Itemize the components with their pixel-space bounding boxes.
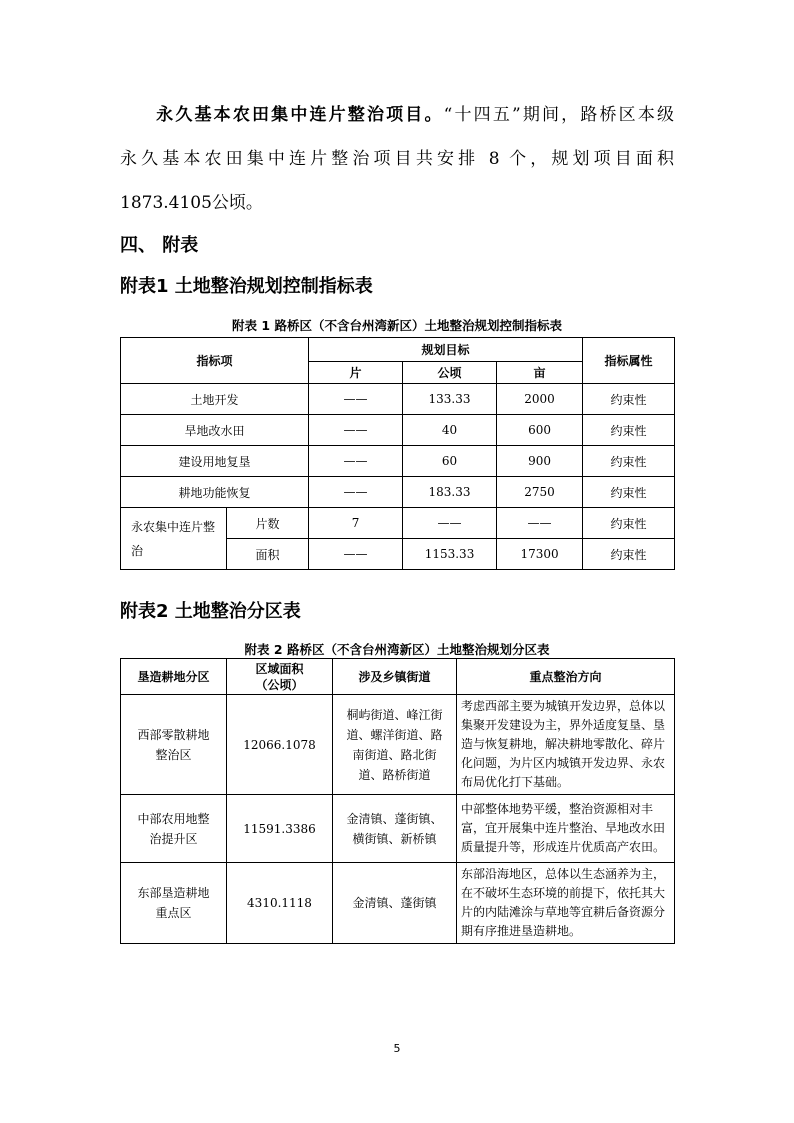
row-attr: 约束性: [583, 508, 675, 539]
row-hectare: ——: [403, 508, 497, 539]
zone-name-line1: 东部垦造耕地: [137, 886, 210, 900]
table-row: [121, 863, 675, 944]
header-area-line2: （公顷）: [255, 677, 304, 692]
zone-streets: [333, 863, 457, 944]
header-area: [227, 659, 333, 695]
table-header-row: [121, 659, 675, 695]
appendix2-heading: 附表2 土地整治分区表: [120, 601, 301, 622]
header-target: 规划目标: [309, 338, 583, 362]
streets-line: 金清镇、蓬街镇、: [346, 811, 443, 826]
zone-direction: 考虑西部主要为城镇开发边界，总体以集聚开发建设为主，界外适度复垦、垦造与恢复耕地，解决耕地零散化、碎片化问题，为片区内城镇开发边界、永农布局优化打下基础。: [457, 695, 675, 795]
table-row: [121, 415, 675, 446]
row-mu: 17300: [497, 539, 583, 570]
group-name: 永农集中连片整治: [121, 508, 227, 570]
row-mu: 2000: [497, 384, 583, 415]
header-mu: 亩: [497, 362, 583, 384]
row-name: 旱地改水田: [121, 415, 309, 446]
row-pian: ——: [309, 539, 403, 570]
table-header-row: [121, 338, 675, 362]
row-hectare: 60: [403, 446, 497, 477]
header-hectare: 公顷: [403, 362, 497, 384]
paragraph-line1-rest: “十四五”期间，路桥区本级: [443, 105, 674, 125]
paragraph-line-3: 1873.4105公顷。: [120, 193, 263, 213]
intro-paragraph: [120, 93, 674, 225]
row-mu: ——: [497, 508, 583, 539]
table-row: [121, 508, 675, 539]
streets-line: 横街镇、新桥镇: [352, 831, 437, 846]
row-attr: 约束性: [583, 384, 675, 415]
zone-streets: [333, 695, 457, 795]
row-hectare: 183.33: [403, 477, 497, 508]
row-hectare: 133.33: [403, 384, 497, 415]
row-pian: ——: [309, 415, 403, 446]
header-streets: 涉及乡镇街道: [333, 659, 457, 695]
table-row: [121, 695, 675, 795]
row-name: 建设用地复垦: [121, 446, 309, 477]
paragraph-line-1: [120, 93, 674, 137]
row-attr: 约束性: [583, 539, 675, 570]
row-name: 土地开发: [121, 384, 309, 415]
control-indicator-table: [120, 337, 675, 570]
header-area-line1: 区域面积: [255, 661, 304, 676]
streets-line: 南街道、路北街: [352, 747, 437, 762]
row-pian: ——: [309, 477, 403, 508]
appendix1-heading: 附表1 土地整治规划控制指标表: [120, 276, 373, 297]
zone-name: [121, 863, 227, 944]
zone-area: 4310.1118: [227, 863, 333, 944]
header-direction: 重点整治方向: [457, 659, 675, 695]
row-mu: 900: [497, 446, 583, 477]
streets-line: 道、螺洋街道、路: [346, 727, 443, 742]
table-row: [121, 446, 675, 477]
row-mu: 2750: [497, 477, 583, 508]
zone-area: 12066.1078: [227, 695, 333, 795]
zone-name-line1: 中部农用地整: [137, 811, 210, 826]
row-hectare: 1153.33: [403, 539, 497, 570]
row-pian: ——: [309, 384, 403, 415]
row-pian: 7: [309, 508, 403, 539]
zone-name-line2: 治提升区: [149, 831, 198, 846]
header-indicator: 指标项: [121, 338, 309, 384]
streets-line: 桐屿街道、峰江街: [346, 707, 443, 722]
zone-streets: [333, 795, 457, 863]
zone-direction: 东部沿海地区，总体以生态涵养为主，在不破坏生态环境的前提下，依托其大片的内陆滩涂与草地等宜耕后备资源分期有序推进垦造耕地。: [457, 863, 675, 944]
zone-name: [121, 795, 227, 863]
paragraph-bold-lead: 永久基本农田集中连片整治项目。: [154, 105, 444, 125]
appendix1-caption: 附表 1 路桥区（不含台州湾新区）土地整治规划控制指标表: [232, 318, 562, 333]
sub-row-name: 片数: [227, 508, 309, 539]
row-attr: 约束性: [583, 477, 675, 508]
row-name: 耕地功能恢复: [121, 477, 309, 508]
header-attribute: 指标属性: [583, 338, 675, 384]
sub-row-name: 面积: [227, 539, 309, 570]
section-heading: 四、 附表: [120, 235, 199, 256]
page-number: 5: [393, 1042, 401, 1055]
zone-name-line2: 整治区: [155, 747, 192, 762]
streets-line: 金清镇、蓬街镇: [352, 896, 437, 910]
zoning-table: [120, 658, 675, 944]
header-pian: 片: [309, 362, 403, 384]
header-zone: 垦造耕地分区: [121, 659, 227, 695]
table-row: [121, 477, 675, 508]
zone-name: [121, 695, 227, 795]
row-mu: 600: [497, 415, 583, 446]
table-row: [121, 795, 675, 863]
row-attr: 约束性: [583, 446, 675, 477]
zone-area: 11591.3386: [227, 795, 333, 863]
zone-name-line1: 西部零散耕地: [137, 727, 210, 742]
paragraph-line-2: 永久基本农田集中连片整治项目共安排 8 个，规划项目面积: [120, 149, 674, 169]
row-hectare: 40: [403, 415, 497, 446]
zone-name-line2: 重点区: [155, 906, 192, 920]
zone-direction: 中部整体地势平缓，整治资源相对丰富，宜开展集中连片整治、旱地改水田质量提升等，形成连片优质高产农田。: [457, 795, 675, 863]
row-pian: ——: [309, 446, 403, 477]
appendix2-caption: 附表 2 路桥区（不含台州湾新区）土地整治规划分区表: [244, 642, 550, 657]
row-attr: 约束性: [583, 415, 675, 446]
table-row: [121, 384, 675, 415]
streets-line: 道、路桥街道: [358, 767, 431, 782]
